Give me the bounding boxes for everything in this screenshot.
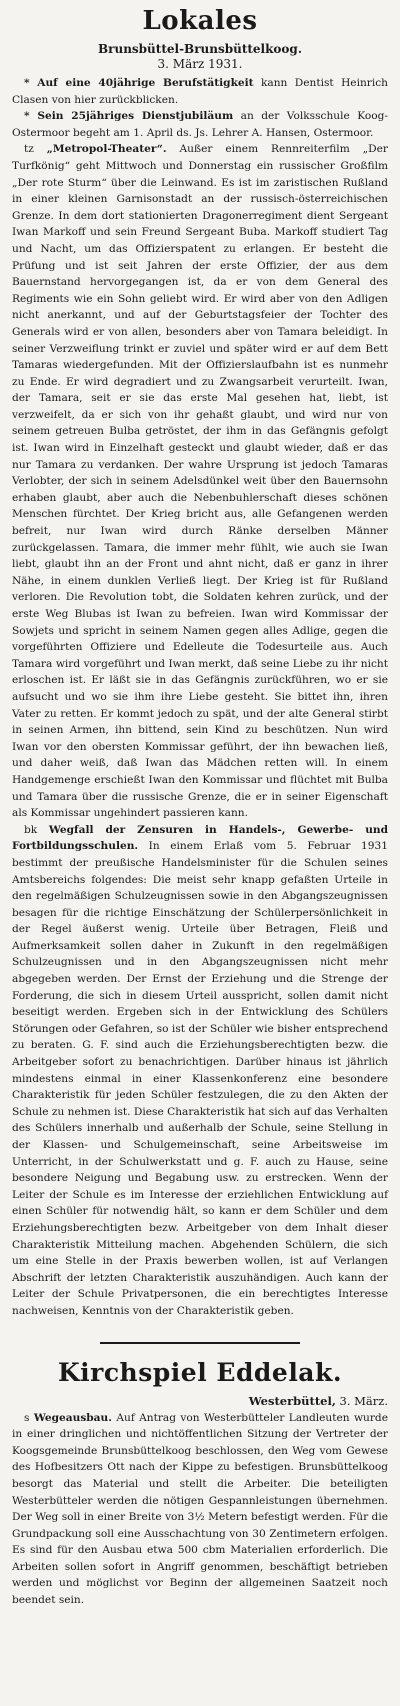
article-body: Auf Antrag von Westerbütteler Landleuten wurde in einer dringlichen und nichtöffentlichen Sitzung der Vertreter der Koogsgemeinde Brunsbüttelkoog beschlossen, den Weg vom Gewese des Hofbesitzers Ott nach der Kippe zu befestigen. Brunsbüttelkoog besorgt das Material und stellt die Arbeiter. Die beteiligten Westerbütteler werden die nötigen Gespannleistungen übernehmen. Der Weg soll in einer Breite von 3½ Metern befestigt werden. Für die Grundpackung soll eine Ausschachtung von 30 Zentimetern erfolgen. Es sind für den Ausbau etwa 500 cbm Materialien erforderlich. Die Arbeiten sollen sofort in Angriff genommen, beschäftigt betrieben werden und möglichst vor Beginn der allgemeinen Saatzeit noch beendet sein. <box>12 1411 388 1607</box>
article-body: an der Volksschule Koog-Ostermoor begeht am 1. April ds. Js. Lehrer A. Hansen, Ostermoor. <box>12 110 388 139</box>
article-prefix: s <box>24 1411 34 1424</box>
article-body: Außer einem Rennreiterfilm „Der Turfkönig“ geht Mittwoch und Donnerstag ein russischer Großfilm „Der rote Sturm“ über die Leinwand. Es ist im zaristischen Rußland in einer kleinen Garnisonstadt an der russisch-österreichischen Grenze. In dem dort stationierten Dragonerregiment dient Sergeant Iwan Markoff und sein Freund Sergeant Buba. Markoff studiert Tag und Nacht, um das Offizierspatent zu erlangen. Er besteht die Prüfung und ist seit Jahren der erste Offizier, der aus dem Bauernstand hervorgegangen ist, da er von dem General des Regiments wie ein Sohn geliebt wird. Er wird aber von den Adligen nicht anerkannt, und auf der Geburtstagsfeier der Tochter des Generals wird er von allen, besonders aber von Tamara beleidigt. In seiner Verzweiflung trinkt er zuviel und später wird er auf dem Bett Tamaras wiedergefunden. Mit der Offizierslaufbahn ist es nunmehr zu Ende. Er wird degradiert und zu Zwangsarbeit verurteilt. Iwan, der Tamara, seit er sie das erste Mal gesehen hat, liebt, ist verzweifelt, da er sich von ihr gehaßt glaubt, und wird nur von seinem getreuen Bulba getröstet, der ihm in das Gefängnis gefolgt ist. Iwan wird in Einzelhaft gesteckt und glaubt wieder, daß er das nur Tamara zu verdanken. Der wahre Ursprung ist jedoch Tamaras Verlobter, der sich in seinem Adelsdünkel weit über den Bauernsohn erhaben glaubt, aber auch die Nebenbuhlerschaft dieses schönen Menschen fürchtet. Der Krieg bricht aus, alle Gefangenen werden befreit, nur Iwan wird durch Ränke derselben Männer zurückgelassen. Tamara, die immer mehr fühlt, wie auch sie Iwan liebt, glaubt ihn an der Front und ahnt nicht, daß er ganz in ihrer Nähe, in einem dunklen Verließ liegt. Der Krieg ist für Rußland verloren. Die Revolution tobt, die Soldaten kehren zurück, und der erste Weg Blubas ist Iwan zu befreien. Iwan wird Kommissar der Sowjets und spricht in seinem Namen gegen alles Adlige, gegen die vorgeführten Offiziere und Edelleute die Todesurteile aus. Auch Tamara wird vorgeführt und Iwan merkt, daß seine Liebe zu ihr nicht erloschen ist. Er läßt sie in das Gefängnis zurückführen, wo er sie aufsucht und wo sie ihm ihre Liebe gesteht. Sie bittet ihn, ihren Vater zu retten. Er kommt jedoch zu spät, und der alte General stirbt in seinen Armen, ihn bittend, sein Kind zu beschützen. Nun wird Iwan vor den obersten Kommissar geführt, der ihn bewachen ließ, und daher weiß, daß Iwan das Mädchen retten will. In einem Handgemenge erschießt Iwan den Kommissar und flüchtet mit Bulba und Tamara über die russische Grenze, die er in seiner Eigenschaft als Kommissar ungehindert passieren kann. <box>12 143 388 820</box>
section-title-kirchspiel: Kirchspiel Eddelak. <box>57 1357 343 1387</box>
article-berufstaetigkeit <box>12 75 388 108</box>
article-wegeausbau <box>12 1410 388 1609</box>
article-body: In einem Erlaß vom 5. Februar 1931 bestimmt der preußische Handelsminister für die Schulen seines Amtsbereichs folgendes: Die meist sehr knapp gefaßten Urteile in den regelmäßigen Schulzeugnissen sowie in den Abgangszeugnissen besagen für die richtige Einschätzung der Schülerpersönlichkeit in der Regel äußerst wenig. Urteile über Betragen, Fleiß und Aufmerksamkeit sollen daher in Zukunft in den regelmäßigen Schulzeugnissen und in den Abgangszeugnissen nicht mehr abgegeben werden. Der Ernst der Erziehung und die Strenge der Forderung, die sich in diesem Urteil ausspricht, sollen damit nicht beseitigt werden. Ergeben sich in der Entwicklung des Schülers Störungen oder Gefahren, so ist der Schüler wie bisher entsprechend zu beraten. G. F. sind auch die Erziehungsberechtigten bezw. die Arbeitgeber sofort zu benachrichtigen. Darüber hinaus ist jährlich mindestens einmal in einer Klassenkonferenz eine besondere Charakteristik für jeden Schüler festzulegen, die zu den Akten der Schule zu nehmen ist. Diese Charakteristik hat sich auf das Verhalten des Schülers innerhalb und außerhalb der Schule, seine Stellung in der Klassen- und Schulgemeinschaft, seine Arbeitsweise im Unterricht, in der Schulwerkstatt und g. F. auch zu Hause, seine besondere Neigung und Begabung usw. zu erstrecken. Wenn der Leiter der Schule es im Interesse der erziehlichen Entwicklung auf einen Schüler für notwendig hält, so kann er dem Schüler und dem Erziehungsberechtigten bezw. Arbeitgeber von dem Inhalt dieser Charakteristik Mitteilung machen. Abgehenden Schülern, die sich um eine Stelle in der Praxis bewerben wollen, ist auf Verlangen Abschrift der letzten Charakteristik auszuhändigen. Auch kann der Leiter der Schule Privatpersonen, die ein berechtigtes Interesse nachweisen, Kenntnis von der Charakteristik geben. <box>12 840 388 1317</box>
dateline-place: Westerbüttel, <box>248 1393 336 1408</box>
article-lead: Wegfall der Zensuren in Handels-, Gewerbe- und Fortbildungsschulen. <box>12 823 389 853</box>
section-divider <box>100 1342 300 1344</box>
article-lead: Wegeausbau. <box>33 1411 112 1424</box>
article-zensuren <box>12 822 388 1320</box>
article-prefix: bk <box>24 823 49 836</box>
dateline-place: Brunsbüttel-Brunsbüttelkoog. <box>98 42 302 56</box>
section-title-lokales: Lokales <box>142 6 258 36</box>
article-lead: * Sein 25jähriges Dienstjubiläum <box>24 110 234 123</box>
dateline-westerbuettel <box>12 1394 388 1409</box>
article-prefix: tz <box>24 143 47 156</box>
dateline-date: 3. März. <box>335 1393 388 1408</box>
dateline-date: 3. März 1931. <box>157 57 243 71</box>
article-body: kann Dentist Heinrich Clasen von hier zurückblicken. <box>12 77 389 106</box>
article-metropol-theater <box>12 141 388 821</box>
article-lead: „Metropol-Theater“. <box>46 143 167 156</box>
article-dienstjubilaeum <box>12 108 388 141</box>
article-lead: * Auf eine 40jährige Berufstätigkeit <box>24 77 254 89</box>
